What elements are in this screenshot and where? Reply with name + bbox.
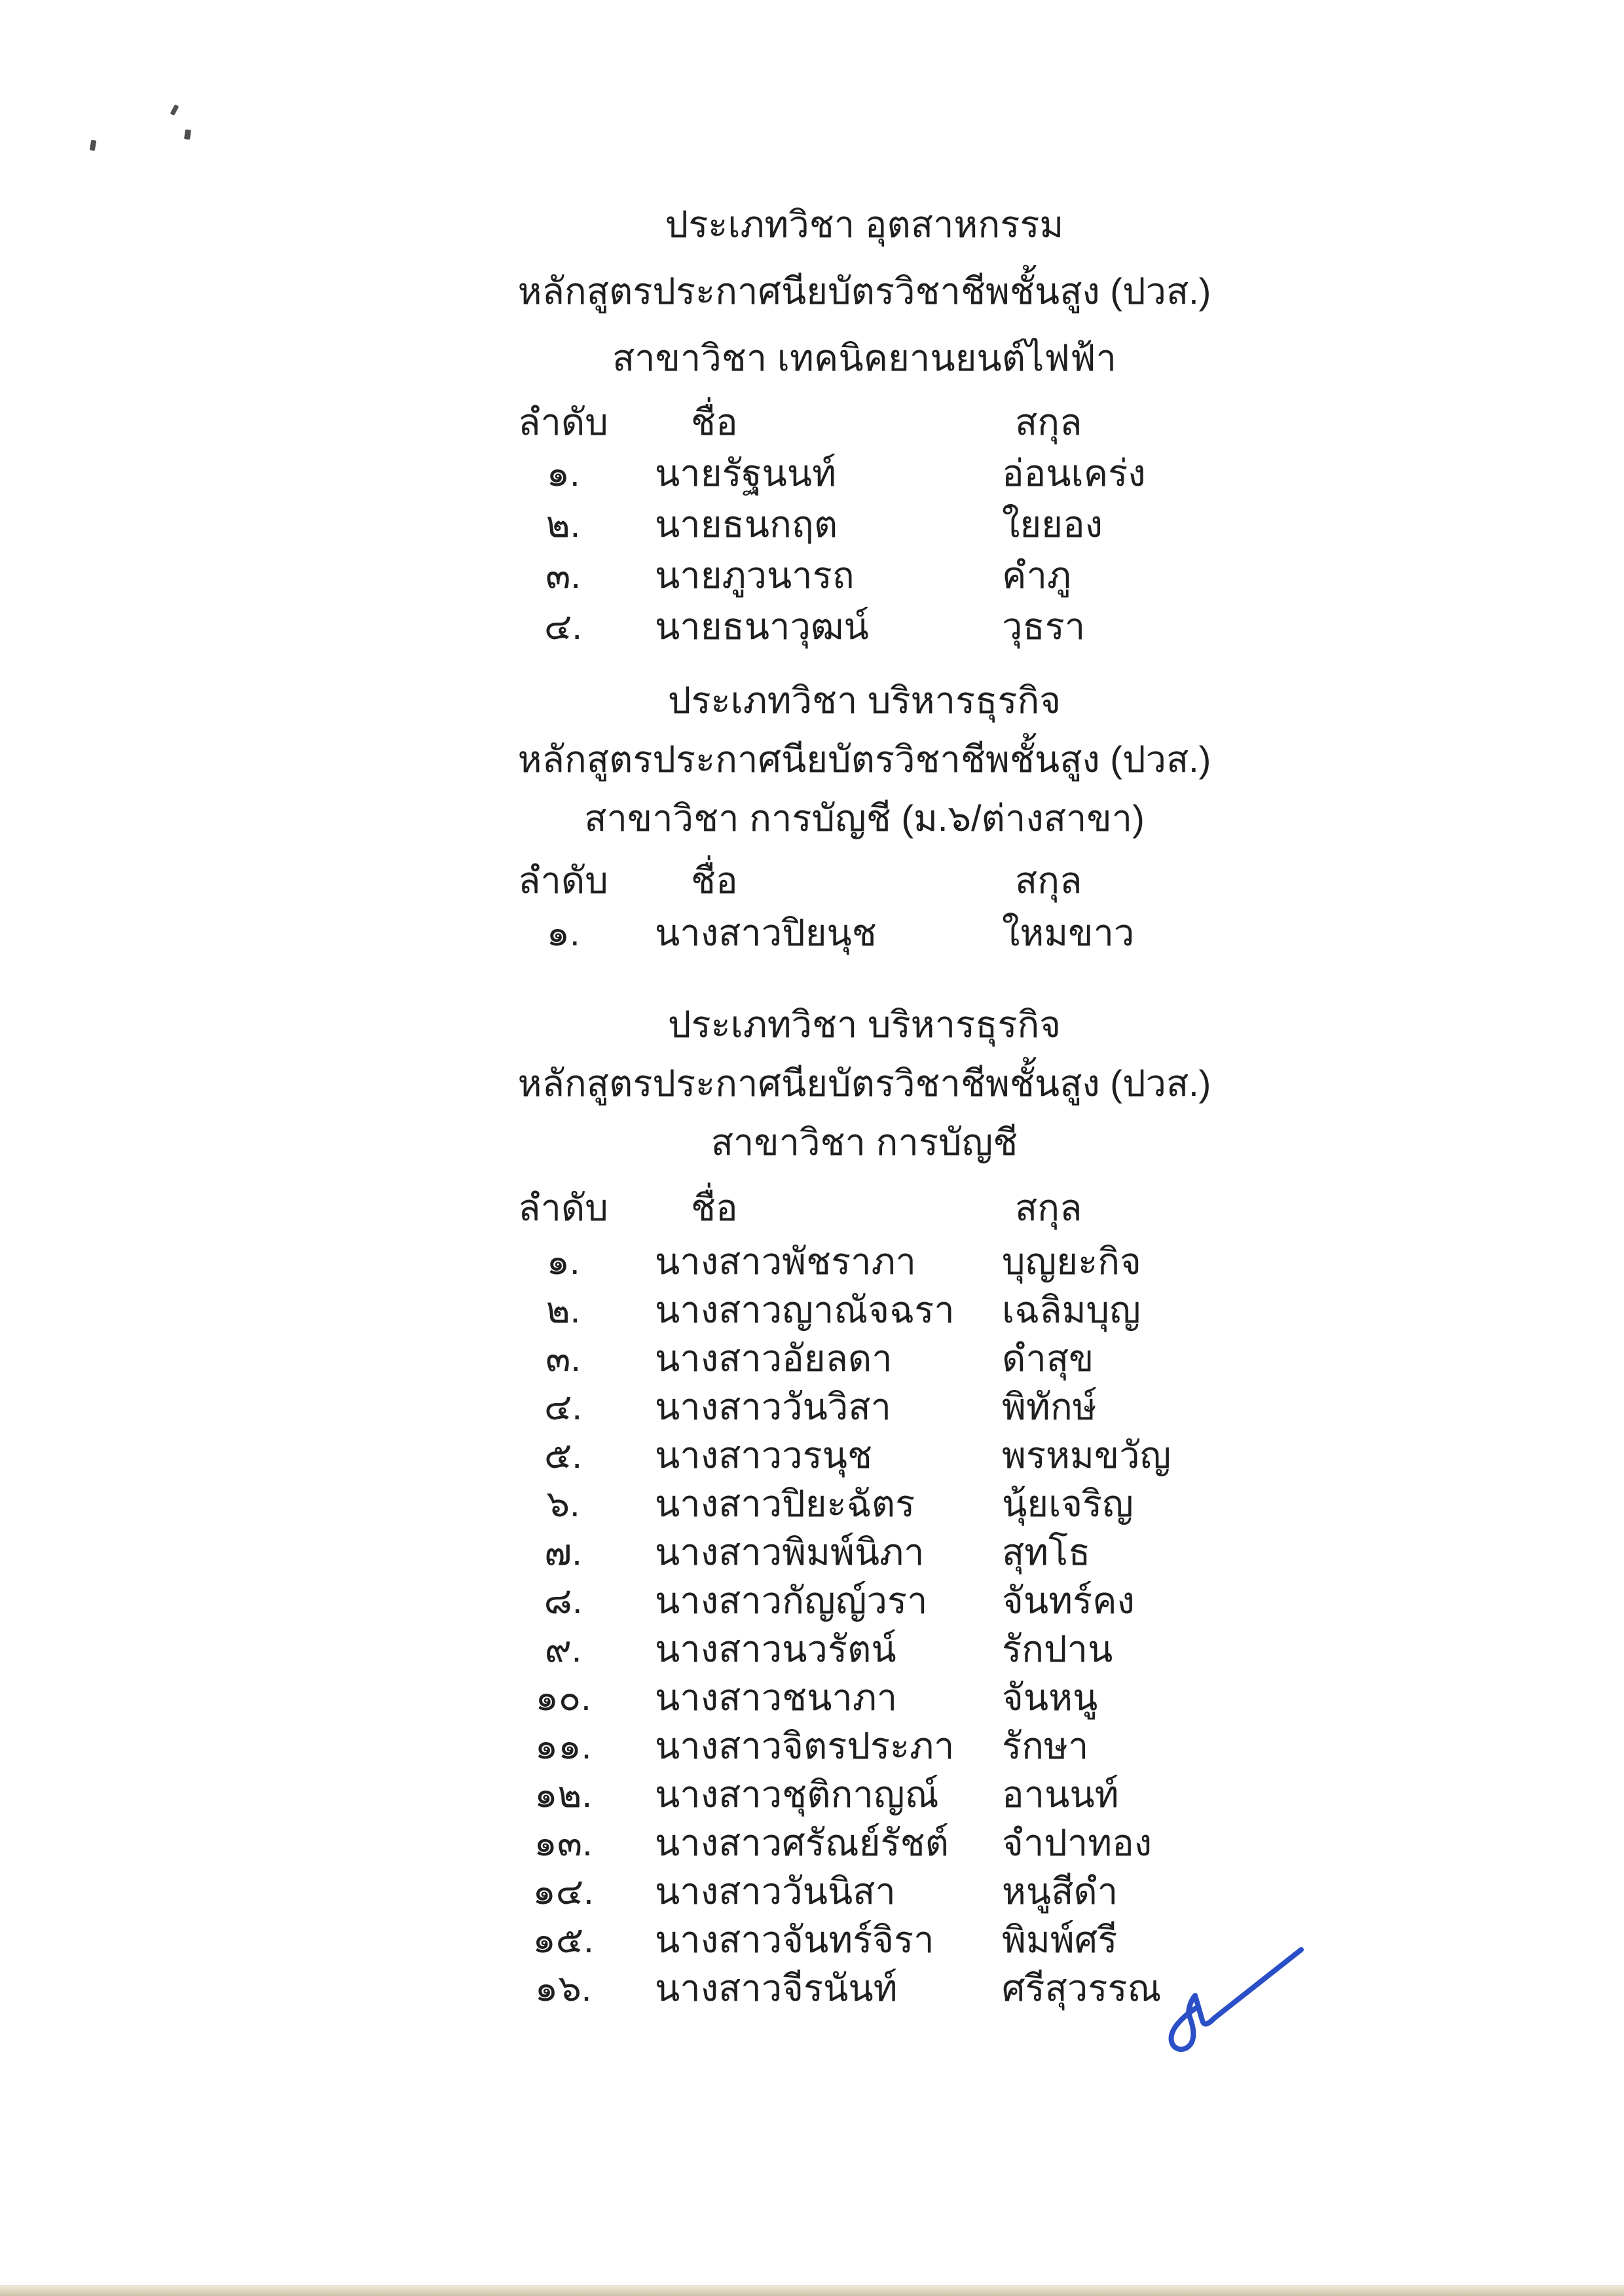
row-first-name: นายธนกฤต: [655, 503, 838, 545]
row-first-name: นางสาวจันทร์จิรา: [655, 1919, 934, 1960]
row-no: ๙.: [544, 1628, 582, 1669]
scan-speck: [184, 129, 191, 139]
row-last-name: บุญยะกิจ: [1002, 1241, 1141, 1282]
row-first-name: นางสาวอัยลดา: [655, 1338, 893, 1379]
row-first-name: นางสาวชุติกาญณ์: [655, 1774, 939, 1815]
row-no: ๗.: [544, 1531, 582, 1573]
row-no: ๑๕.: [532, 1919, 594, 1960]
roster-table-ev-technic: [0, 393, 1624, 648]
row-no: ๒.: [545, 503, 581, 545]
column-header-first-name: ชื่อ: [691, 860, 738, 901]
row-first-name: นางสาวพิมพ์นิภา: [655, 1531, 925, 1573]
row-no: ๔.: [544, 1386, 582, 1427]
row-last-name: อ่อนเคร่ง: [1002, 452, 1146, 494]
section-header-accounting-m6: [105, 671, 1624, 848]
row-last-name: จันทร์คง: [1002, 1580, 1135, 1621]
row-no: ๔.: [544, 606, 582, 647]
column-header-last-name: สกุล: [1015, 1187, 1082, 1228]
row-no: ๑.: [546, 1241, 580, 1282]
row-last-name: ศรีสุวรรณ: [1002, 1967, 1162, 2009]
row-no: ๒.: [545, 1289, 581, 1330]
row-last-name: คำภู: [1002, 555, 1071, 596]
table-row: [498, 1232, 1624, 1281]
column-header-no: ลำดับ: [518, 1187, 608, 1228]
table-row: [498, 1813, 1624, 1862]
roster-table-accounting: [0, 1178, 1624, 2007]
table-row: [498, 597, 1624, 648]
table-row: [498, 546, 1624, 597]
table-row: [498, 1329, 1624, 1377]
table-row: [498, 1765, 1624, 1813]
row-last-name: รักษา: [1002, 1725, 1089, 1766]
row-last-name: อานนท์: [1002, 1774, 1119, 1815]
row-first-name: นางสาววรนุช: [655, 1434, 872, 1476]
row-last-name: ดำสุข: [1002, 1338, 1094, 1379]
major-line: สาขาวิชา การบัญชี (ม.๖/ต่างสาขา): [584, 797, 1145, 839]
row-last-name: พิทักษ์: [1002, 1386, 1097, 1427]
row-last-name: นุ้ยเจริญ: [1002, 1483, 1134, 1524]
roster-table-accounting-m6: [0, 851, 1624, 956]
program-line: หลักสูตรประกาศนียบัตรวิชาชีพชั้นสูง (ปวส.): [517, 1063, 1211, 1104]
table-body: [0, 444, 1624, 648]
row-first-name: นางสาววันนิสา: [655, 1870, 896, 1912]
row-first-name: นางสาวปิยนุช: [655, 912, 877, 953]
scan-speck: [170, 104, 179, 115]
section-header-industrial: [105, 191, 1624, 392]
table-row: [498, 1959, 1624, 2007]
table-row: [498, 1281, 1624, 1329]
row-no: ๑๓.: [534, 1822, 593, 1863]
table-row: [498, 444, 1624, 495]
row-first-name: นางสาวปิยะฉัตร: [655, 1483, 915, 1524]
row-no: ๓.: [545, 555, 581, 596]
table-row: [498, 1668, 1624, 1717]
table-row: [498, 1620, 1624, 1668]
scanner-edge-artifact: [0, 2285, 1624, 2296]
table-header-row: [498, 393, 1624, 444]
table-row: [498, 1474, 1624, 1523]
table-row: [498, 1571, 1624, 1620]
signature-ink-mark: [1149, 1931, 1313, 2069]
category-line: ประเภทวิชา อุตสาหกรรม: [665, 204, 1064, 245]
row-last-name: ใยยอง: [1002, 503, 1103, 545]
row-no: ๑๖.: [534, 1967, 592, 2009]
row-last-name: พรหมขวัญ: [1002, 1434, 1172, 1476]
row-first-name: นางสาวจิตรประภา: [655, 1725, 955, 1766]
row-no: ๑๐.: [535, 1677, 591, 1718]
row-no: ๑๑.: [534, 1725, 592, 1766]
row-last-name: สุทโธ: [1002, 1531, 1091, 1573]
row-first-name: นายภูวนารถ: [655, 555, 855, 596]
column-header-last-name: สกุล: [1015, 860, 1082, 901]
table-row: [498, 1523, 1624, 1571]
row-no: ๑.: [546, 452, 580, 494]
column-header-no: ลำดับ: [518, 860, 608, 901]
table-row: [498, 1862, 1624, 1910]
table-row: [498, 1377, 1624, 1426]
table-row: [498, 1426, 1624, 1474]
row-no: ๑๒.: [534, 1774, 593, 1815]
row-last-name: วุธรา: [1002, 606, 1086, 647]
row-no: ๓.: [545, 1338, 581, 1379]
row-last-name: จำปาทอง: [1002, 1822, 1153, 1863]
row-last-name: หนูสีดำ: [1002, 1870, 1118, 1912]
row-first-name: นางสาวนวรัตน์: [655, 1628, 896, 1669]
major-line: สาขาวิชา การบัญชี: [710, 1121, 1018, 1163]
row-no: ๑.: [546, 912, 580, 953]
row-first-name: นายรัฐนนท์: [655, 452, 836, 494]
table-body: [0, 1232, 1624, 2007]
table-header-row: [498, 1178, 1624, 1232]
category-line: ประเภทวิชา บริหารธุรกิจ: [667, 1004, 1061, 1045]
section-header-accounting: [105, 995, 1624, 1172]
row-last-name: ใหมขาว: [1002, 912, 1135, 953]
row-first-name: นางสาววันวิสา: [655, 1386, 891, 1427]
row-first-name: นางสาวศรัณย์รัชต์: [655, 1822, 949, 1863]
table-header-row: [498, 851, 1624, 903]
table-row: [498, 1910, 1624, 1959]
row-no: ๑๔.: [532, 1870, 594, 1912]
row-first-name: นางสาวกัญญ์วรา: [655, 1580, 928, 1621]
row-last-name: รักปาน: [1002, 1628, 1113, 1669]
row-no: ๖.: [546, 1483, 580, 1524]
major-line: สาขาวิชา เทคนิคยานยนต์ไฟฟ้า: [612, 337, 1116, 378]
row-last-name: จันหนู: [1002, 1677, 1098, 1718]
column-header-last-name: สกุล: [1015, 401, 1082, 443]
scan-speck: [90, 139, 97, 151]
category-line: ประเภทวิชา บริหารธุรกิจ: [667, 680, 1061, 721]
table-body: [0, 903, 1624, 956]
program-line: หลักสูตรประกาศนียบัตรวิชาชีพชั้นสูง (ปวส.): [517, 738, 1211, 780]
row-first-name: นางสาวพัชราภา: [655, 1241, 916, 1282]
row-first-name: นางสาวชนาภา: [655, 1677, 898, 1718]
row-last-name: พิมพ์ศรี: [1002, 1919, 1118, 1960]
row-first-name: นางสาวจีรนันท์: [655, 1967, 898, 2009]
row-no: ๘.: [544, 1580, 583, 1621]
column-header-first-name: ชื่อ: [691, 401, 738, 443]
row-no: ๕.: [544, 1434, 582, 1476]
program-line: หลักสูตรประกาศนียบัตรวิชาชีพชั้นสูง (ปวส.): [517, 270, 1211, 312]
row-first-name: นางสาวญาณัจฉรา: [655, 1289, 955, 1330]
column-header-first-name: ชื่อ: [691, 1187, 738, 1228]
row-last-name: เฉลิมบุญ: [1002, 1289, 1141, 1330]
table-row: [498, 1717, 1624, 1765]
column-header-no: ลำดับ: [518, 401, 608, 443]
row-first-name: นายธนาวุฒน์: [655, 606, 869, 647]
table-row: [498, 495, 1624, 546]
table-row: [498, 903, 1624, 956]
